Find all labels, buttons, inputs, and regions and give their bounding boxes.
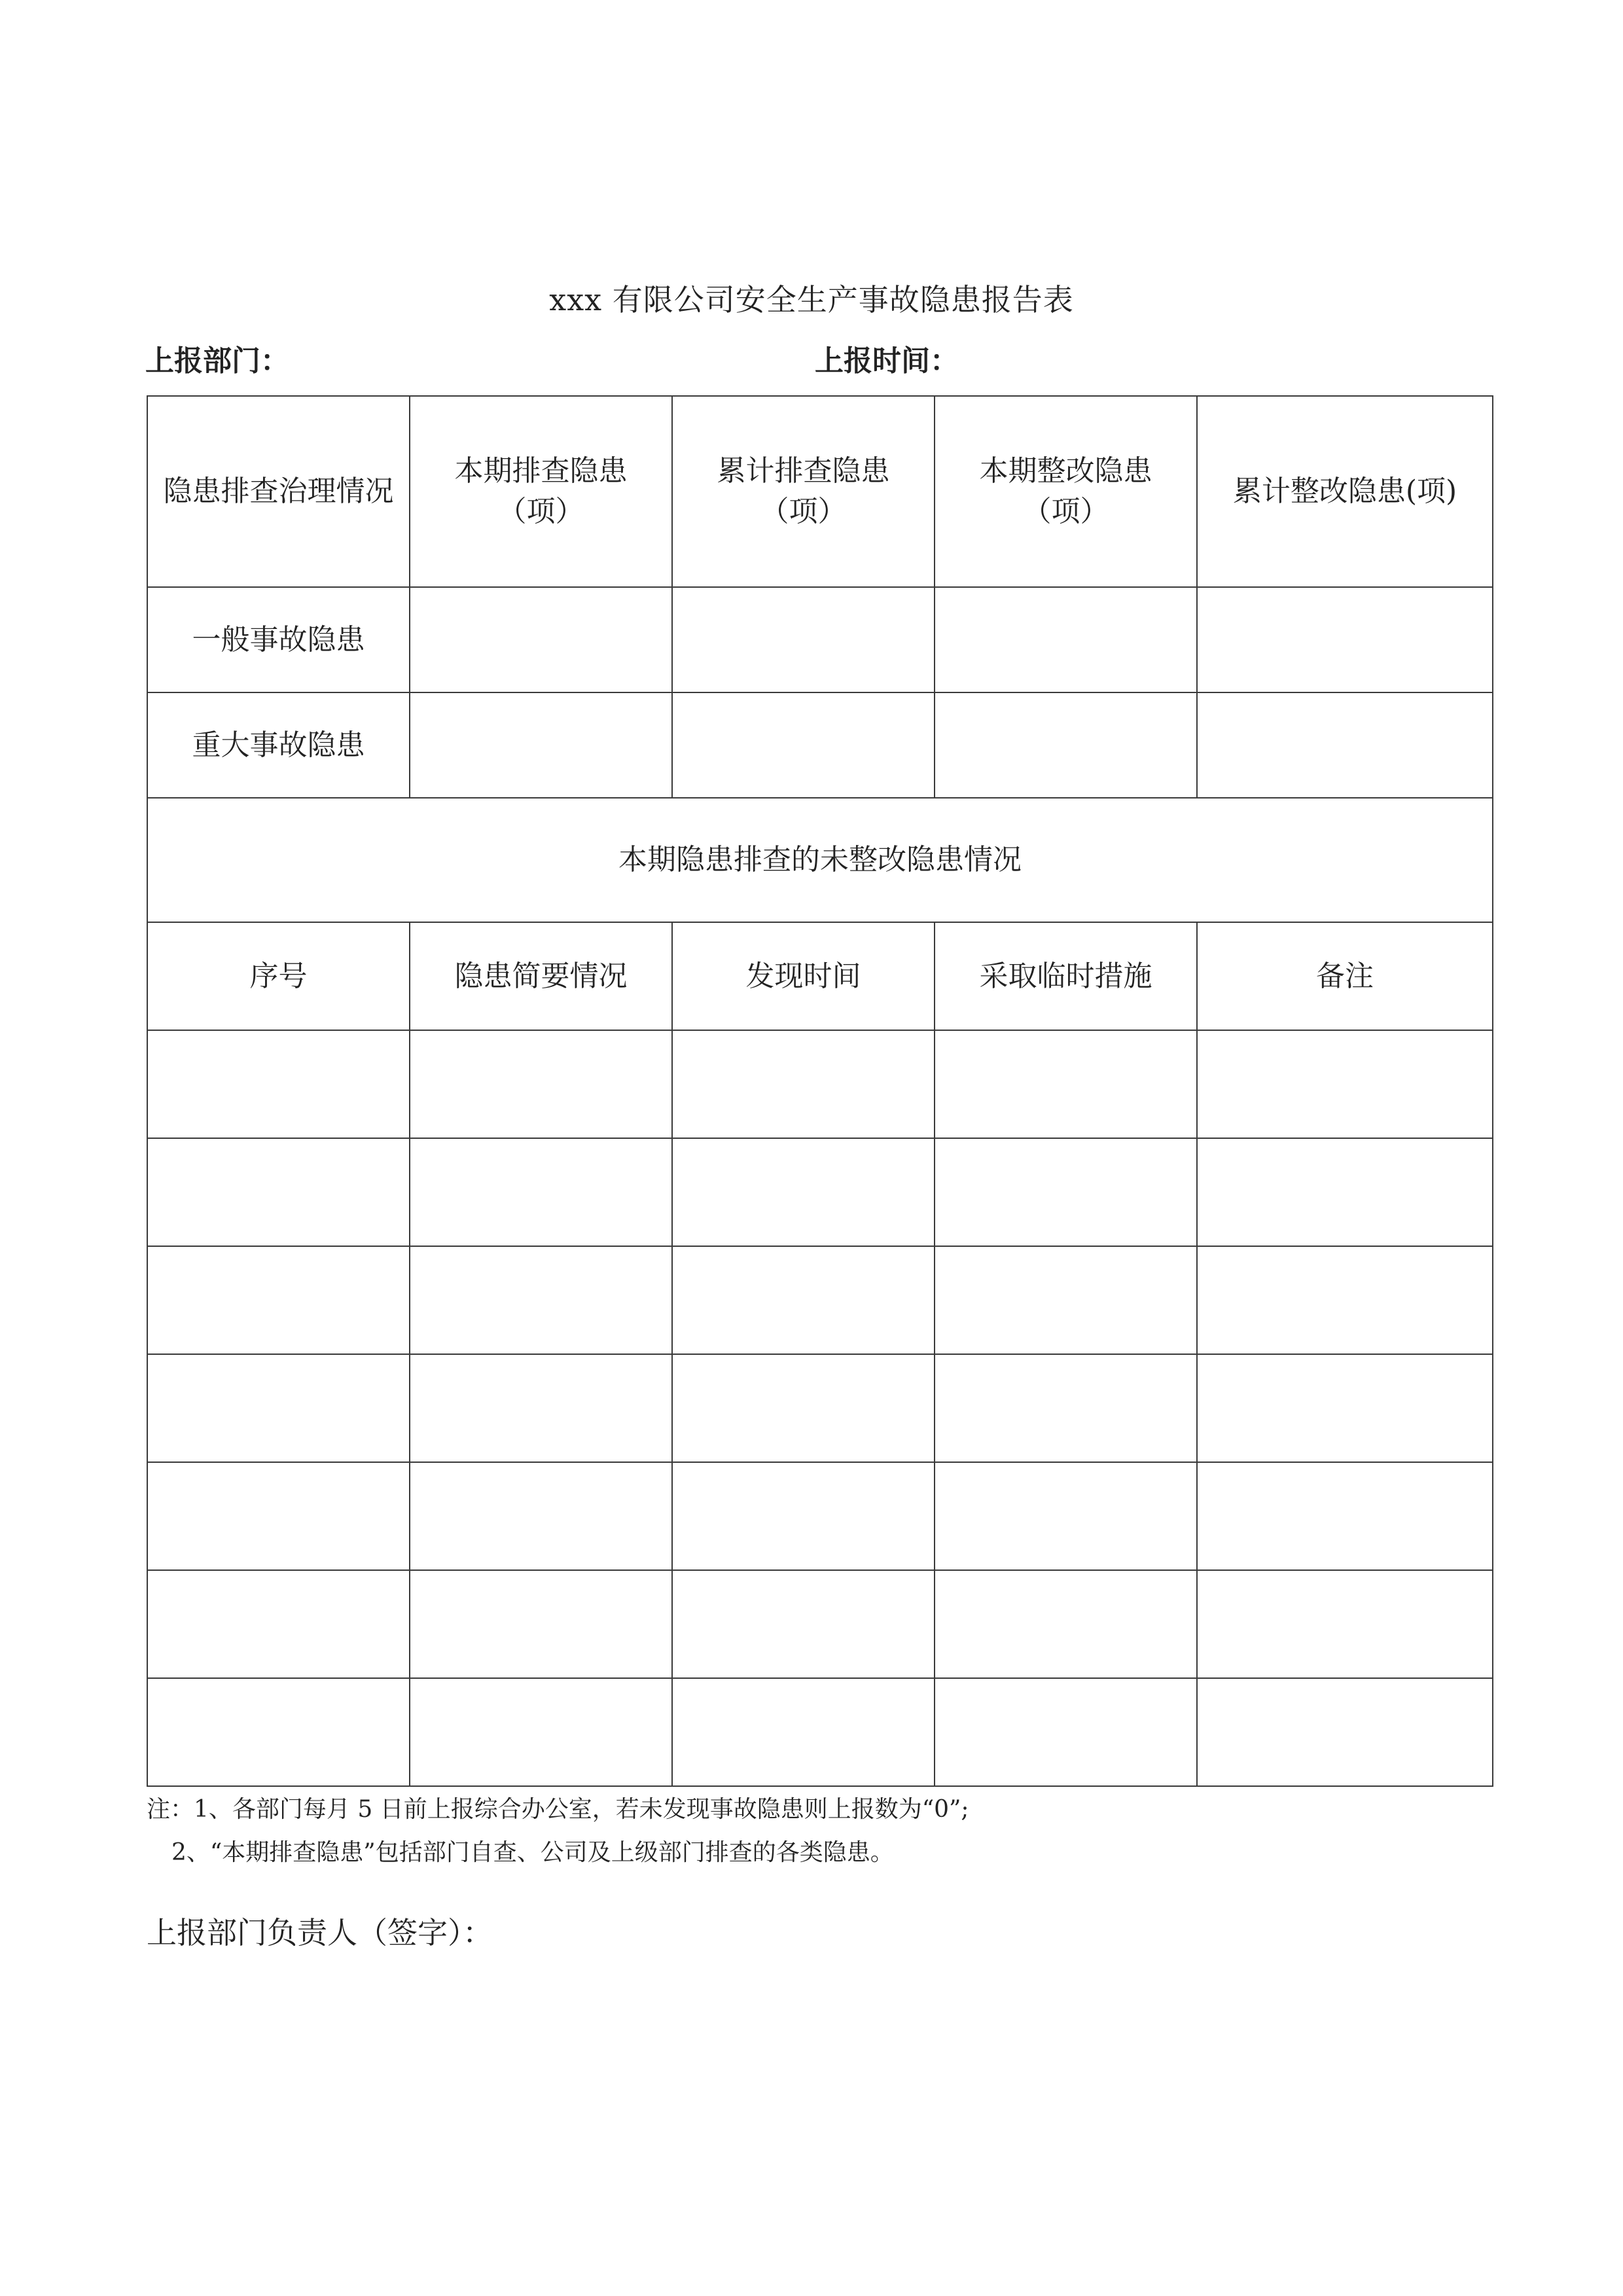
table-row (147, 1030, 1493, 1138)
value-cell[interactable] (935, 692, 1197, 798)
table-row (147, 1462, 1493, 1570)
blank-cell[interactable] (147, 1030, 410, 1138)
blank-cell[interactable] (410, 1030, 672, 1138)
value-cell[interactable] (410, 692, 672, 798)
header-cell: 累计整改隐患(项) (1197, 396, 1493, 587)
blank-cell[interactable] (410, 1570, 672, 1678)
detail-header-row (147, 922, 1493, 1030)
hazard-report-table (147, 395, 1493, 1787)
note-line-1: 注：1、各部门每月 5 日前上报综合办公室，若未发现事故隐患则上报数为“0”; (147, 1796, 969, 1823)
header-cell: 隐患排查治理情况 (147, 396, 410, 587)
header-cell: 本期排查隐患（项） (410, 396, 672, 587)
blank-cell[interactable] (1197, 1678, 1493, 1786)
blank-cell[interactable] (1197, 1462, 1493, 1570)
blank-cell[interactable] (935, 1678, 1197, 1786)
page-title: xxx 有限公司安全生产事故隐患报告表 (549, 282, 1074, 317)
table-row (147, 1570, 1493, 1678)
value-cell[interactable] (1197, 692, 1493, 798)
section-title-row (147, 798, 1493, 922)
blank-cell[interactable] (935, 1138, 1197, 1246)
value-cell[interactable] (1197, 587, 1493, 692)
blank-cell[interactable] (672, 1138, 935, 1246)
blank-cell[interactable] (935, 1030, 1197, 1138)
header-cell: 本期整改隐患（项） (935, 396, 1197, 587)
blank-cell[interactable] (1197, 1570, 1493, 1678)
blank-cell[interactable] (672, 1678, 935, 1786)
table-row (147, 692, 1493, 798)
blank-cell[interactable] (147, 1462, 410, 1570)
detail-header-cell: 隐患简要情况 (410, 922, 672, 1030)
blank-cell[interactable] (935, 1246, 1197, 1354)
category-label: 一般事故隐患 (147, 587, 410, 692)
blank-cell[interactable] (410, 1246, 672, 1354)
blank-cell[interactable] (147, 1570, 410, 1678)
value-cell[interactable] (672, 692, 935, 798)
detail-header-cell: 序号 (147, 922, 410, 1030)
blank-cell[interactable] (1197, 1138, 1493, 1246)
report-time-label: 上报时间： (815, 344, 959, 378)
blank-cell[interactable] (935, 1354, 1197, 1462)
section-title: 本期隐患排查的未整改隐患情况 (147, 798, 1493, 922)
value-cell[interactable] (410, 587, 672, 692)
blank-cell[interactable] (935, 1570, 1197, 1678)
blank-cell[interactable] (672, 1246, 935, 1354)
table-row (147, 1354, 1493, 1462)
category-label: 重大事故隐患 (147, 692, 410, 798)
table-row (147, 1678, 1493, 1786)
blank-cell[interactable] (410, 1462, 672, 1570)
detail-rows (147, 1030, 1493, 1786)
blank-cell[interactable] (147, 1138, 410, 1246)
blank-cell[interactable] (935, 1462, 1197, 1570)
table-row (147, 587, 1493, 692)
value-cell[interactable] (672, 587, 935, 692)
blank-cell[interactable] (1197, 1354, 1493, 1462)
blank-cell[interactable] (1197, 1246, 1493, 1354)
signature-label: 上报部门负责人（签字）： (147, 1915, 493, 1950)
detail-header-cell: 备注 (1197, 922, 1493, 1030)
table-row (147, 1246, 1493, 1354)
detail-header-cell: 采取临时措施 (935, 922, 1197, 1030)
blank-cell[interactable] (147, 1246, 410, 1354)
blank-cell[interactable] (672, 1462, 935, 1570)
blank-cell[interactable] (672, 1570, 935, 1678)
blank-cell[interactable] (147, 1678, 410, 1786)
blank-cell[interactable] (147, 1354, 410, 1462)
blank-cell[interactable] (410, 1138, 672, 1246)
report-department-label: 上报部门： (145, 344, 289, 378)
blank-cell[interactable] (410, 1354, 672, 1462)
summary-header-row (147, 396, 1493, 587)
blank-cell[interactable] (1197, 1030, 1493, 1138)
table-row (147, 1138, 1493, 1246)
header-cell: 累计排查隐患（项） (672, 396, 935, 587)
blank-cell[interactable] (672, 1354, 935, 1462)
detail-header-cell: 发现时间 (672, 922, 935, 1030)
note-line-2: 2、“本期排查隐患”包括部门自查、公司及上级部门排查的各类隐患。 (171, 1839, 894, 1866)
blank-cell[interactable] (672, 1030, 935, 1138)
value-cell[interactable] (935, 587, 1197, 692)
blank-cell[interactable] (410, 1678, 672, 1786)
